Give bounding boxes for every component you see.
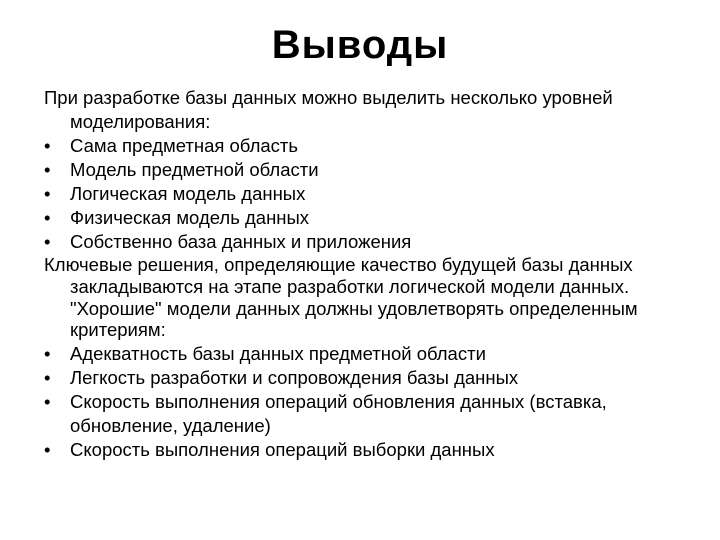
key-decisions-paragraph: Ключевые решения, определяющие качество будущей базы данных закладываются на этапе разработки логической модели данных. "Хорошие" модели данных должны удовлетворять определенным критериям: xyxy=(44,254,638,341)
criteria-item xyxy=(44,438,684,462)
criteria-item xyxy=(44,342,684,366)
level-item xyxy=(44,206,684,230)
level-item xyxy=(44,158,684,182)
bullet-icon: • xyxy=(44,159,51,180)
bullet-icon: • xyxy=(44,207,51,228)
slide-title: Выводы xyxy=(271,23,449,67)
level-item-text: Модель предметной области xyxy=(70,159,319,180)
bullet-icon: • xyxy=(44,439,51,461)
criteria-item-text: Адекватность базы данных предметной области xyxy=(70,343,486,365)
level-item-text: Сама предметная область xyxy=(70,135,299,156)
criteria-item xyxy=(44,390,684,438)
criteria-item-text: Скорость выполнения операций обновления данных (вставка, обновление, удаление) xyxy=(70,391,607,437)
bullet-icon: • xyxy=(44,343,51,365)
bullet-icon: • xyxy=(44,183,51,204)
level-item xyxy=(44,230,684,254)
level-item xyxy=(44,182,684,206)
bullet-icon: • xyxy=(44,391,51,413)
bullet-icon: • xyxy=(44,135,51,156)
criteria-item-text: Скорость выполнения операций выборки данных xyxy=(70,439,495,461)
level-item-text: Физическая модель данных xyxy=(70,207,310,228)
level-item-text: Собственно база данных и приложения xyxy=(70,231,412,252)
criteria-item xyxy=(44,366,684,390)
bullet-icon: • xyxy=(44,367,51,389)
level-item-text: Логическая модель данных xyxy=(70,183,306,204)
criteria-item-text: Легкость разработки и сопровождения базы данных xyxy=(70,367,519,389)
slide-body xyxy=(44,86,684,462)
level-item xyxy=(44,134,684,158)
intro-paragraph: При разработке базы данных можно выделить несколько уровней моделирования: xyxy=(44,87,613,132)
bullet-icon: • xyxy=(44,231,51,252)
